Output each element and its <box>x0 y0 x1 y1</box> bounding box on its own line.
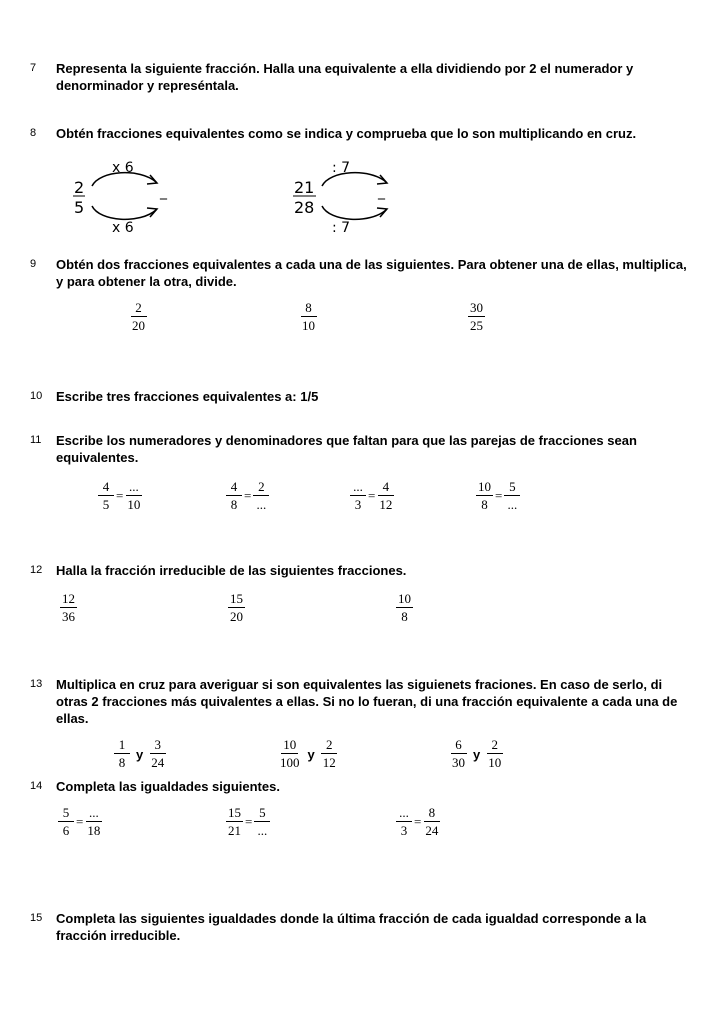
q14-equality-2 <box>226 806 270 838</box>
question-13-text: Multiplica en cruz para averiguar si son equivalentes las siguienets fraciones. En caso de serlo, di otras 2 fracciones más quivalentes a ellas. Si no lo fueran, di una fracción equivalente a cada una de ellas. <box>56 677 678 726</box>
diagram-2-denominator: 28 <box>294 198 315 217</box>
question-11-number: 11 <box>30 434 42 446</box>
question-10-text: Escribe tres fracciones equivalentes a: 1/5 <box>56 389 319 404</box>
multiply-bottom-label: x 6 <box>112 220 134 236</box>
question-13-number: 13 <box>30 678 43 690</box>
denominator: 18 <box>87 823 101 838</box>
numerator: 2 <box>321 738 337 754</box>
numerator: 15 <box>230 591 243 606</box>
question-9-text: Obtén dos fracciones equivalentes a cada una de las siguientes. Para obtener una de ellas, multiplica, y para obtener la otra, divide. <box>56 257 687 289</box>
numerator: 2 <box>253 480 269 496</box>
missing-denominator: ... <box>507 497 518 512</box>
numerator: 3 <box>150 738 166 754</box>
q12-fraction-3 <box>396 592 413 624</box>
equals-sign: = <box>495 488 503 503</box>
question-10-number: 10 <box>30 390 43 402</box>
denominator: 12 <box>322 755 336 770</box>
denominator: 10 <box>127 497 141 512</box>
numerator: 4 <box>98 480 114 496</box>
denominator: 5 <box>102 497 110 512</box>
denominator: 30 <box>452 755 465 770</box>
numerator: 12 <box>62 591 75 606</box>
equivalence-diagram-1 <box>60 158 190 238</box>
question-7-text: Representa la siguiente fracción. Halla una equivalente a ella dividiendo por 2 el numerador y denorminador y represéntala. <box>56 61 634 93</box>
denominator: 3 <box>400 823 408 838</box>
numerator: 6 <box>451 738 467 754</box>
numerator: 4 <box>378 480 394 496</box>
missing-numerator: ... <box>86 806 102 822</box>
multiply-top-label: x 6 <box>112 160 134 176</box>
diagram-1-blank: _ <box>160 184 167 200</box>
q9-fraction-3 <box>468 301 485 333</box>
numerator: 30 <box>470 300 483 315</box>
equals-sign: = <box>368 488 376 503</box>
denominator: 25 <box>470 318 483 333</box>
denominator: 20 <box>230 609 243 624</box>
equals-sign: = <box>76 814 84 829</box>
numerator: 10 <box>283 737 297 752</box>
q12-fraction-2 <box>228 592 245 624</box>
equivalence-diagram-2 <box>288 158 418 238</box>
q14-equality-1 <box>58 806 102 838</box>
numerator: 8 <box>301 301 317 317</box>
q12-fraction-1 <box>60 592 77 624</box>
question-9-number: 9 <box>30 258 37 270</box>
denominator: 8 <box>118 755 126 770</box>
denominator: 20 <box>132 318 145 333</box>
missing-numerator: ... <box>396 806 412 822</box>
divide-bottom-label: : 7 <box>332 220 351 236</box>
q13-pair-3 <box>450 738 503 770</box>
question-15-number: 15 <box>30 912 43 924</box>
denominator: 100 <box>280 755 300 770</box>
equals-sign: = <box>116 488 124 503</box>
diagram-1-numerator: 2 <box>74 178 85 197</box>
question-8-number: 8 <box>30 127 37 139</box>
question-11-text: Escribe los numeradores y denominadores que faltan para que las parejas de fracciones sean equivalentes. <box>56 433 637 465</box>
equals-sign: = <box>245 814 253 829</box>
denominator: 8 <box>401 609 408 624</box>
question-14-number: 14 <box>30 780 43 792</box>
q11-pair-4 <box>476 480 520 512</box>
diagram-1-denominator: 5 <box>74 198 85 217</box>
numerator: 5 <box>58 806 74 822</box>
denominator: 10 <box>302 318 315 333</box>
q11-pair-3 <box>350 480 394 512</box>
denominator: 21 <box>228 823 241 838</box>
numerator: 10 <box>478 479 491 494</box>
q11-pair-1 <box>98 480 142 512</box>
denominator: 3 <box>354 497 362 512</box>
numerator: 8 <box>424 806 440 822</box>
missing-numerator: ... <box>126 480 142 496</box>
missing-numerator: ... <box>350 480 366 496</box>
numerator: 2 <box>131 301 147 317</box>
diagram-2-blank: _ <box>378 184 385 200</box>
denominator: 8 <box>230 497 238 512</box>
q14-equality-3 <box>396 806 440 838</box>
numerator: 4 <box>226 480 242 496</box>
question-8-text: Obtén fracciones equivalentes como se indica y comprueba que lo son multiplicando en cruz. <box>56 126 637 141</box>
missing-denominator: ... <box>257 823 268 838</box>
missing-denominator: ... <box>256 497 267 512</box>
connector-y: y <box>473 746 481 762</box>
denominator: 36 <box>62 609 75 624</box>
connector-y: y <box>136 746 144 762</box>
numerator: 5 <box>504 480 520 496</box>
numerator: 10 <box>398 591 411 606</box>
q9-fraction-1 <box>130 301 147 333</box>
q13-pair-2 <box>278 738 338 770</box>
numerator: 5 <box>254 806 270 822</box>
numerator: 15 <box>228 805 241 820</box>
denominator: 12 <box>379 497 393 512</box>
equals-sign: = <box>414 814 422 829</box>
question-7-number: 7 <box>30 62 37 74</box>
question-14-text: Completa las igualdades siguientes. <box>56 779 280 794</box>
numerator: 1 <box>114 738 130 754</box>
denominator: 10 <box>488 755 502 770</box>
denominator: 8 <box>481 497 488 512</box>
question-12-number: 12 <box>30 564 43 576</box>
equals-sign: = <box>244 488 252 503</box>
diagram-2-numerator: 21 <box>294 178 315 197</box>
denominator: 24 <box>151 755 165 770</box>
numerator: 2 <box>487 738 503 754</box>
divide-top-label: : 7 <box>332 160 351 176</box>
q11-pair-2 <box>226 480 269 512</box>
denominator: 24 <box>425 823 439 838</box>
connector-y: y <box>307 746 315 762</box>
question-15-text: Completa las siguientes igualdades donde la última fracción de cada igualdad corresponde a la fracción irreducible. <box>56 911 647 943</box>
q13-pair-1 <box>114 738 166 770</box>
denominator: 6 <box>62 823 70 838</box>
question-12-text: Halla la fracción irreducible de las siguientes fracciones. <box>56 563 407 578</box>
q9-fraction-2 <box>300 301 317 333</box>
